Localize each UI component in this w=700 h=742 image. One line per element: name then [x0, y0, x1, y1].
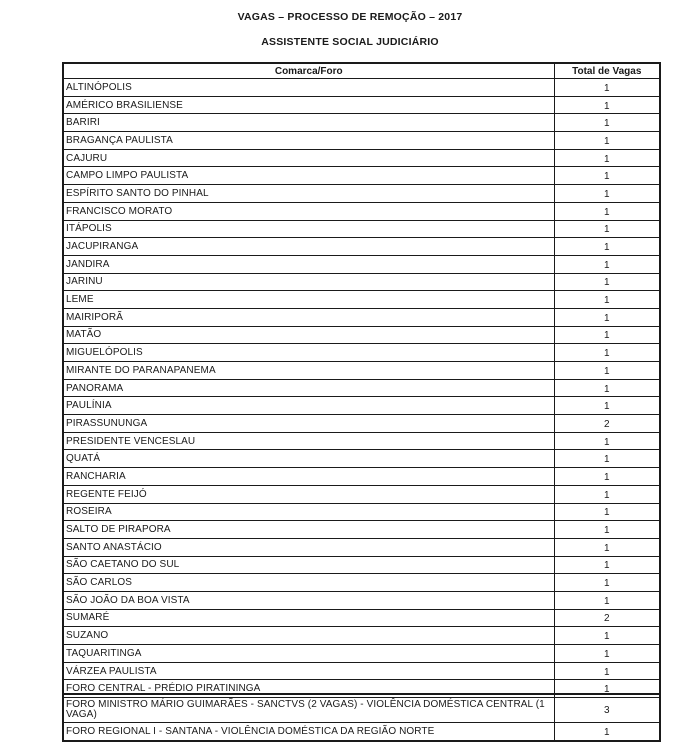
table-row [63, 167, 660, 185]
comarca-cell: PIRASSUNUNGA [63, 415, 554, 433]
table-row [63, 344, 660, 362]
total-vagas-cell: 1 [554, 450, 660, 468]
table-row [63, 362, 660, 380]
comarca-cell: PAULÍNIA [63, 397, 554, 415]
comarca-cell: ALTINÓPOLIS [63, 79, 554, 97]
comarca-cell: BARIRI [63, 114, 554, 132]
comarca-cell: LEME [63, 291, 554, 309]
comarca-cell: PRESIDENTE VENCESLAU [63, 432, 554, 450]
total-vagas-cell: 1 [554, 432, 660, 450]
comarca-cell: SÃO JOÃO DA BOA VISTA [63, 591, 554, 609]
comarca-cell: MIRANTE DO PARANAPANEMA [63, 362, 554, 380]
total-vagas-cell: 1 [554, 185, 660, 203]
comarca-cell: SUMARÉ [63, 609, 554, 627]
table-row [63, 645, 660, 663]
total-vagas-cell: 1 [554, 591, 660, 609]
table-row [63, 415, 660, 433]
total-vagas-cell: 1 [554, 220, 660, 238]
total-vagas-cell: 1 [554, 79, 660, 97]
total-vagas-cell: 1 [554, 485, 660, 503]
header-row [63, 63, 660, 79]
total-vagas-cell: 3 [554, 698, 660, 723]
table-row [63, 397, 660, 415]
total-vagas-cell: 1 [554, 645, 660, 663]
comarca-cell: SÃO CARLOS [63, 574, 554, 592]
comarca-cell: FORO MINISTRO MÁRIO GUIMARÃES - SANCTVS (2 VAGAS) - VIOLÊNCIA DOMÉSTICA CENTRAL (1 VAGA) [63, 698, 554, 723]
table-row [63, 255, 660, 273]
table-row [63, 698, 660, 723]
table-row [63, 627, 660, 645]
total-vagas-cell: 1 [554, 397, 660, 415]
comarca-cell: ESPÍRITO SANTO DO PINHAL [63, 185, 554, 203]
comarca-cell: PANORAMA [63, 379, 554, 397]
comarca-cell: QUATÁ [63, 450, 554, 468]
table-row [63, 273, 660, 291]
comarca-cell: FRANCISCO MORATO [63, 202, 554, 220]
total-vagas-cell: 2 [554, 415, 660, 433]
comarca-cell: FORO REGIONAL I - SANTANA - VIOLÊNCIA DOMÉSTICA DA REGIÃO NORTE [63, 723, 554, 741]
comarca-cell: RANCHARIA [63, 468, 554, 486]
total-vagas-cell: 1 [554, 468, 660, 486]
comarca-cell: VÁRZEA PAULISTA [63, 662, 554, 680]
total-vagas-cell: 1 [554, 96, 660, 114]
table-header [63, 63, 660, 79]
document-subtitle: ASSISTENTE SOCIAL JUDICIÁRIO [261, 36, 439, 48]
comarca-cell: TAQUARITINGA [63, 645, 554, 663]
table-row [63, 379, 660, 397]
table-row [63, 202, 660, 220]
total-vagas-cell: 1 [554, 344, 660, 362]
comarca-cell: JANDIRA [63, 255, 554, 273]
total-vagas-cell: 1 [554, 723, 660, 741]
total-vagas-cell: 2 [554, 609, 660, 627]
total-vagas-cell: 1 [554, 149, 660, 167]
comarca-cell: CAMPO LIMPO PAULISTA [63, 167, 554, 185]
table-row [63, 96, 660, 114]
table-row [63, 114, 660, 132]
comarca-cell: SALTO DE PIRAPORA [63, 521, 554, 539]
comarca-cell: MATÃO [63, 326, 554, 344]
table-row [63, 662, 660, 680]
total-vagas-cell: 1 [554, 662, 660, 680]
table-row [63, 149, 660, 167]
total-vagas-cell: 1 [554, 114, 660, 132]
comarca-cell: BRAGANÇA PAULISTA [63, 132, 554, 150]
total-vagas-cell: 1 [554, 379, 660, 397]
table-row [63, 79, 660, 97]
table-row [63, 185, 660, 203]
comarca-cell: REGENTE FEIJÓ [63, 485, 554, 503]
table-row [63, 723, 660, 741]
table-row [63, 485, 660, 503]
total-vagas-cell: 1 [554, 627, 660, 645]
total-vagas-cell: 1 [554, 362, 660, 380]
comarca-cell: JARINU [63, 273, 554, 291]
total-vagas-cell: 1 [554, 308, 660, 326]
table-row [63, 468, 660, 486]
comarca-cell: CAJURU [63, 149, 554, 167]
total-vagas-cell: 1 [554, 556, 660, 574]
table-row [63, 450, 660, 468]
comarca-cell: ROSEIRA [63, 503, 554, 521]
total-vagas-cell: 1 [554, 326, 660, 344]
table-row [63, 591, 660, 609]
document-title: VAGAS – PROCESSO DE REMOÇÃO – 2017 [237, 11, 463, 23]
comarca-cell: AMÉRICO BRASILIENSE [63, 96, 554, 114]
total-vagas-cell: 1 [554, 238, 660, 256]
comarca-cell: JACUPIRANGA [63, 238, 554, 256]
header-comarca: Comarca/Foro [63, 63, 554, 79]
total-vagas-cell: 1 [554, 202, 660, 220]
table-row [63, 556, 660, 574]
comarca-cell: FORO CENTRAL - PRÉDIO PIRATININGA [63, 680, 554, 698]
comarca-cell: MAIRIPORÃ [63, 308, 554, 326]
total-vagas-cell: 1 [554, 574, 660, 592]
table-row [63, 326, 660, 344]
table-row [63, 308, 660, 326]
total-vagas-cell: 1 [554, 273, 660, 291]
table-row [63, 609, 660, 627]
table-row [63, 538, 660, 556]
table-row [63, 291, 660, 309]
comarca-cell: SUZANO [63, 627, 554, 645]
total-vagas-cell: 1 [554, 538, 660, 556]
table-row [63, 503, 660, 521]
comarca-cell: ITÁPOLIS [63, 220, 554, 238]
table-row [63, 432, 660, 450]
table-body [63, 79, 660, 741]
comarca-cell: SANTO ANASTÁCIO [63, 538, 554, 556]
vagas-table [62, 62, 661, 742]
total-vagas-cell: 1 [554, 167, 660, 185]
table-row [63, 132, 660, 150]
total-vagas-cell: 1 [554, 291, 660, 309]
total-vagas-cell: 1 [554, 255, 660, 273]
table-row [63, 574, 660, 592]
header-total-vagas: Total de Vagas [554, 63, 660, 79]
bottom-rule [62, 693, 659, 695]
comarca-cell: MIGUELÓPOLIS [63, 344, 554, 362]
table-row [63, 238, 660, 256]
comarca-cell: SÃO CAETANO DO SUL [63, 556, 554, 574]
total-vagas-cell: 1 [554, 132, 660, 150]
total-vagas-cell: 1 [554, 680, 660, 698]
table-row [63, 220, 660, 238]
total-vagas-cell: 1 [554, 503, 660, 521]
total-vagas-cell: 1 [554, 521, 660, 539]
table-row [63, 521, 660, 539]
